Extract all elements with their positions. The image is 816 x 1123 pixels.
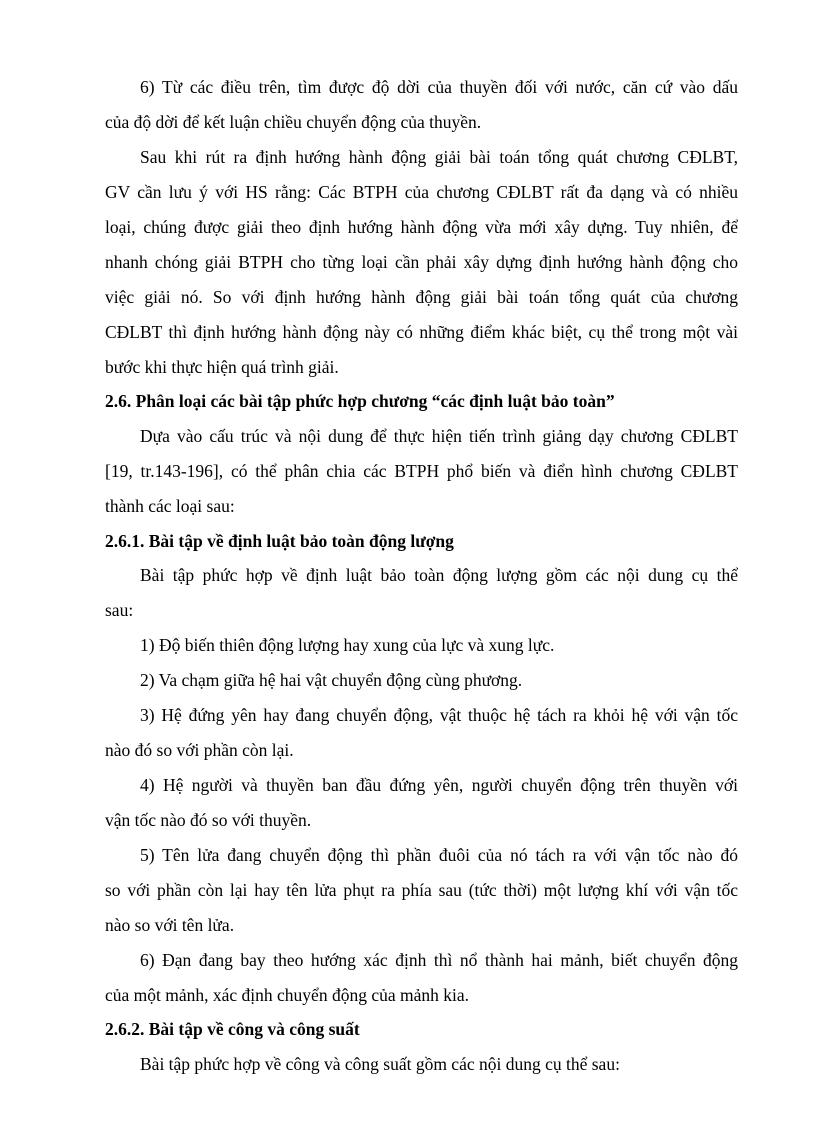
list-item: 4) Hệ người và thuyền ban đầu đứng yên, người chuyển động trên thuyền với [140,775,738,795]
paragraph-line: của độ dời để kết luận chiều chuyển động của thuyền. [105,112,482,132]
paragraph-line: loại, chúng được giải theo định hướng hành động vừa mới xây dựng. Tuy nhiên, để [105,217,738,237]
list-item-continuation: so với phần còn lại hay tên lửa phụt ra phía sau (tức thời) một lượng khí với vận tốc [105,880,738,900]
list-item: 1) Độ biến thiên động lượng hay xung của lực và xung lực. [140,635,555,655]
list-item: 3) Hệ đứng yên hay đang chuyển động, vật thuộc hệ tách ra khỏi hệ với vận tốc [140,705,738,725]
list-item-continuation: nào so với tên lửa. [105,915,235,935]
paragraph-line: thành các loại sau: [105,496,235,516]
paragraph-line: Dựa vào cấu trúc và nội dung để thực hiện tiến trình giảng dạy chương CĐLBT [140,426,738,446]
section-heading: 2.6. Phân loại các bài tập phức hợp chương “các định luật bảo toàn” [105,391,615,411]
paragraph-line: Bài tập phức hợp về định luật bảo toàn động lượng gồm các nội dung cụ thể [140,565,738,585]
paragraph-line: 6) Từ các điều trên, tìm được độ dời của thuyền đối với nước, căn cứ vào dấu [140,77,738,97]
list-item-continuation: vận tốc nào đó so với thuyền. [105,810,312,830]
paragraph-line: Bài tập phức hợp về công và công suất gồm các nội dung cụ thể sau: [140,1054,620,1074]
list-item-continuation: nào đó so với phần còn lại. [105,740,294,760]
paragraph-line: việc giải nó. So với định hướng hành động giải bài toán tổng quát của chương [105,287,738,307]
paragraph-line: sau: [105,600,134,620]
list-item-continuation: của một mảnh, xác định chuyển động của mảnh kia. [105,985,469,1005]
subsection-heading: 2.6.2. Bài tập về công và công suất [105,1019,360,1039]
paragraph-line: CĐLBT thì định hướng hành động này có những điểm khác biệt, cụ thể trong một vài [105,322,738,342]
paragraph-line: GV cần lưu ý với HS rằng: Các BTPH của chương CĐLBT rất đa dạng và có nhiều [105,182,738,202]
paragraph-line: [19, tr.143-196], có thể phân chia các BTPH phổ biến và điển hình chương CĐLBT [105,461,738,481]
paragraph-line: bước khi thực hiện quá trình giải. [105,357,339,377]
list-item: 6) Đạn đang bay theo hướng xác định thì nổ thành hai mảnh, biết chuyển động [140,950,738,970]
list-item: 5) Tên lửa đang chuyển động thì phần đuôi của nó tách ra với vận tốc nào đó [140,845,738,865]
paragraph-line: nhanh chóng giải BTPH cho từng loại cần phải xây dựng định hướng hành động cho [105,252,738,272]
paragraph-line: Sau khi rút ra định hướng hành động giải bài toán tổng quát chương CĐLBT, [140,147,738,167]
list-item: 2) Va chạm giữa hệ hai vật chuyển động cùng phương. [140,670,523,690]
subsection-heading: 2.6.1. Bài tập về định luật bảo toàn động lượng [105,531,454,551]
